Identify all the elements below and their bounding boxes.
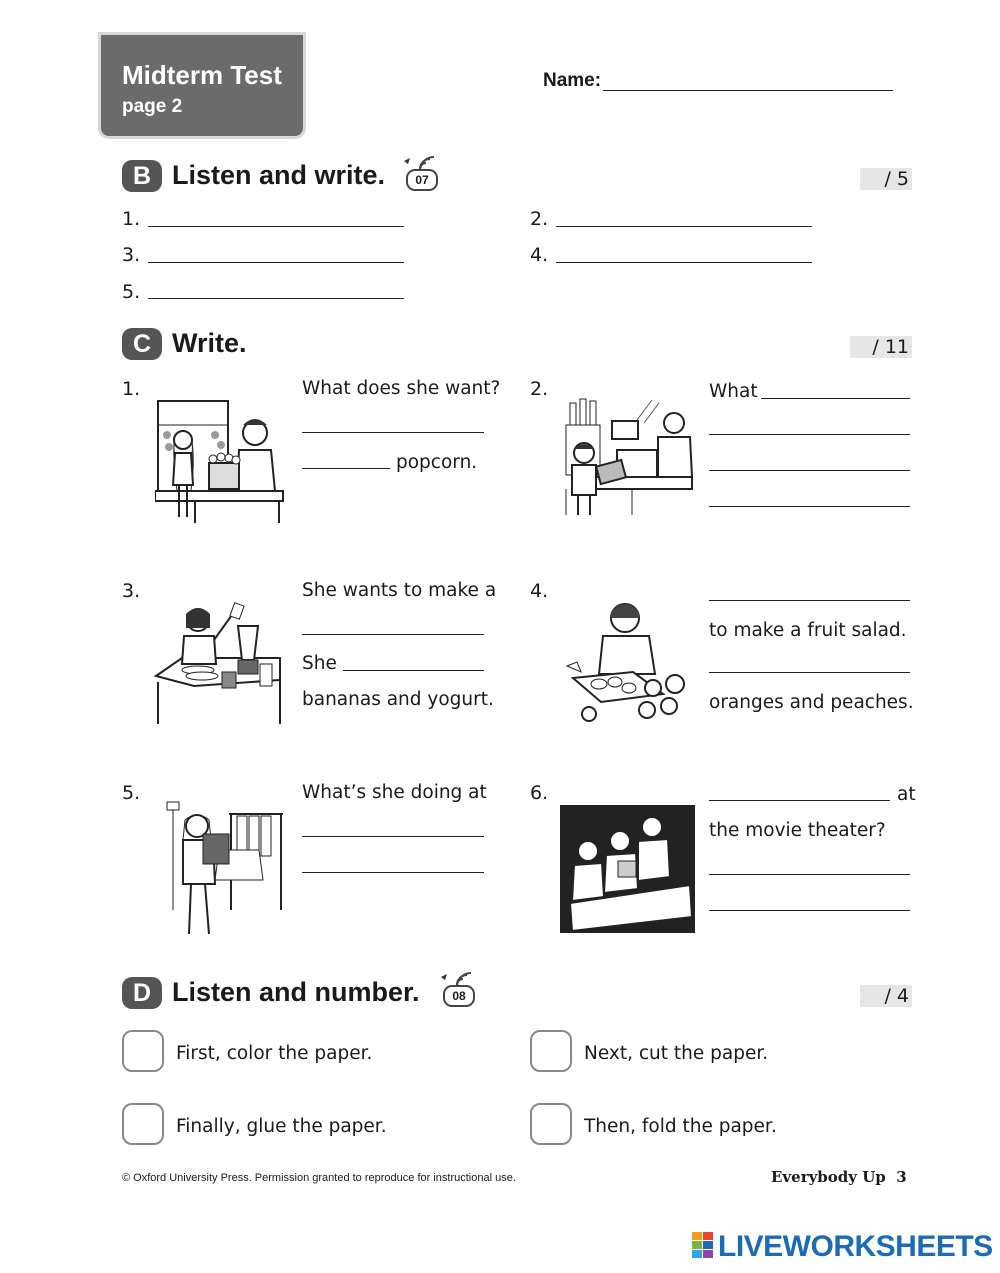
c4-prompt-end: oranges and peaches. bbox=[709, 692, 914, 713]
c-answer-line[interactable] bbox=[709, 672, 910, 673]
track-number: 07 bbox=[406, 169, 438, 191]
b-item-number: 5. bbox=[122, 281, 141, 303]
c-item-number: 1. bbox=[122, 378, 141, 400]
c-answer-line[interactable] bbox=[302, 872, 484, 873]
clothing-store-illustration bbox=[155, 800, 287, 940]
c6-prompt-end: the movie theater? bbox=[709, 820, 886, 841]
b-answer-line[interactable] bbox=[148, 226, 404, 227]
c3-prompt-end: bananas and yogurt. bbox=[302, 689, 494, 710]
section-b-score: / 5 bbox=[860, 168, 912, 190]
c-answer-line[interactable] bbox=[709, 874, 910, 875]
name-label: Name: bbox=[543, 70, 602, 91]
c-answer-line[interactable] bbox=[302, 836, 484, 837]
c-answer-line[interactable] bbox=[709, 600, 910, 601]
section-b-badge: B bbox=[122, 160, 162, 192]
test-page-label: page 2 bbox=[122, 96, 183, 117]
fruit-salad-illustration bbox=[563, 598, 693, 724]
number-box[interactable] bbox=[122, 1103, 164, 1145]
track-number: 08 bbox=[443, 985, 475, 1007]
book-title: Everybody Up bbox=[771, 1168, 886, 1186]
audio-track-icon[interactable] bbox=[400, 155, 440, 189]
name-field[interactable] bbox=[603, 90, 893, 91]
b-answer-line[interactable] bbox=[148, 262, 404, 263]
section-b-title: Listen and write. bbox=[172, 160, 386, 190]
c-item-number: 6. bbox=[530, 782, 549, 804]
c-item-number: 4. bbox=[530, 580, 549, 602]
section-c-badge: C bbox=[122, 328, 162, 360]
b-item-number: 3. bbox=[122, 244, 141, 266]
c1-prompt: popcorn. bbox=[396, 452, 478, 473]
c-item-number: 3. bbox=[122, 580, 141, 602]
section-d-badge: D bbox=[122, 977, 162, 1009]
d-sentence: Then, fold the paper. bbox=[584, 1116, 777, 1137]
c-answer-line[interactable] bbox=[343, 670, 484, 671]
c4-prompt: to make a fruit salad. bbox=[709, 620, 907, 641]
c3-prompt: She bbox=[302, 653, 337, 674]
c-answer-line[interactable] bbox=[302, 634, 484, 635]
movie-theater-illustration bbox=[560, 805, 695, 933]
b-item-number: 4. bbox=[530, 244, 549, 266]
c-item-number: 5. bbox=[122, 782, 141, 804]
store-counter-illustration bbox=[562, 395, 697, 517]
popcorn-stand-illustration bbox=[155, 395, 285, 525]
b-item-number: 2. bbox=[530, 208, 549, 230]
c-answer-line[interactable] bbox=[761, 398, 910, 399]
d-sentence: Finally, glue the paper. bbox=[176, 1116, 387, 1137]
page-number: 3 bbox=[896, 1168, 907, 1186]
number-box[interactable] bbox=[122, 1030, 164, 1072]
d-sentence: First, color the paper. bbox=[176, 1043, 373, 1064]
c-answer-line[interactable] bbox=[709, 800, 890, 801]
c5-question: What’s she doing at bbox=[302, 782, 487, 803]
c2-question: What bbox=[709, 381, 758, 402]
number-box[interactable] bbox=[530, 1103, 572, 1145]
c-answer-line[interactable] bbox=[302, 468, 390, 469]
d-sentence: Next, cut the paper. bbox=[584, 1043, 769, 1064]
b-answer-line[interactable] bbox=[556, 262, 812, 263]
c3-question: She wants to make a bbox=[302, 580, 497, 601]
copyright-notice: © Oxford University Press. Permission granted to reproduce for instructional use. bbox=[122, 1172, 516, 1184]
c6-prompt: at bbox=[897, 784, 916, 805]
c-answer-line[interactable] bbox=[709, 470, 910, 471]
blender-kitchen-illustration bbox=[154, 598, 284, 728]
section-d-score: / 4 bbox=[860, 985, 912, 1007]
test-title: Midterm Test bbox=[122, 60, 282, 90]
section-c-score: / 11 bbox=[850, 336, 912, 358]
liveworksheets-brand[interactable]: LIVEWORKSHEETS bbox=[718, 1230, 993, 1263]
book-footer bbox=[771, 1168, 907, 1186]
c-answer-line[interactable] bbox=[302, 432, 484, 433]
number-box[interactable] bbox=[530, 1030, 572, 1072]
liveworksheets-logo-icon bbox=[692, 1232, 714, 1260]
section-d-title: Listen and number. bbox=[172, 977, 420, 1007]
b-answer-line[interactable] bbox=[556, 226, 812, 227]
audio-track-icon[interactable] bbox=[437, 971, 477, 1005]
c-answer-line[interactable] bbox=[709, 434, 910, 435]
b-answer-line[interactable] bbox=[148, 298, 404, 299]
c-answer-line[interactable] bbox=[709, 506, 910, 507]
b-item-number: 1. bbox=[122, 208, 141, 230]
section-c-title: Write. bbox=[172, 328, 247, 358]
c-item-number: 2. bbox=[530, 378, 549, 400]
c1-question: What does she want? bbox=[302, 378, 501, 399]
c-answer-line[interactable] bbox=[709, 910, 910, 911]
